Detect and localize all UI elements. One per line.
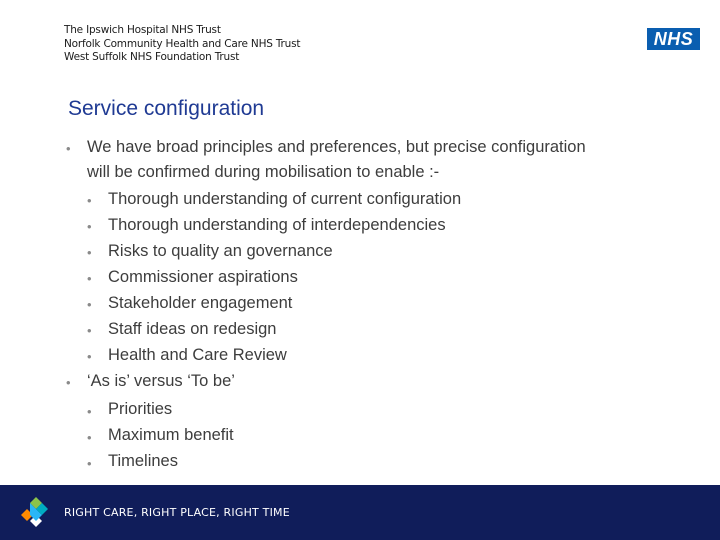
bullet-icon: • <box>66 141 71 156</box>
bullet-icon: • <box>87 297 92 312</box>
list-item: Staff ideas on redesign <box>108 320 277 338</box>
bullet-icon: • <box>87 323 92 338</box>
bullet-icon: • <box>66 375 71 390</box>
trust-name: The Ipswich Hospital NHS Trust <box>64 24 221 36</box>
bullet-icon: • <box>87 456 92 471</box>
bullet-text: will be confirmed during mobilisation to enable :- <box>87 163 440 181</box>
trust-names <box>64 24 300 65</box>
bullet-icon: • <box>87 219 92 234</box>
list-item: Risks to quality an governance <box>108 242 333 260</box>
bullet-icon: • <box>87 271 92 286</box>
list-item: Thorough understanding of interdependencies <box>108 216 446 234</box>
list-item: Health and Care Review <box>108 346 287 364</box>
trust-name: West Suffolk NHS Foundation Trust <box>64 51 240 63</box>
bullet-icon: • <box>87 404 92 419</box>
list-item: Maximum benefit <box>108 426 234 444</box>
list-item: Stakeholder engagement <box>108 294 293 312</box>
slide-title: Service configuration <box>68 97 265 120</box>
bullet-icon: • <box>87 349 92 364</box>
list-item: Priorities <box>108 400 173 418</box>
bullet-icon: • <box>87 430 92 445</box>
bullet-text: ‘As is’ versus ‘To be’ <box>87 372 235 390</box>
nhs-logo: NHS <box>647 28 700 50</box>
list-item: Timelines <box>108 452 178 470</box>
bullet-icon: • <box>87 193 92 208</box>
footer-tagline: RIGHT CARE, RIGHT PLACE, RIGHT TIME <box>64 506 290 519</box>
right-care-logo-icon <box>20 494 56 534</box>
bullet-text: We have broad principles and preferences, but precise configuration <box>87 138 586 156</box>
footer-bar <box>0 485 720 540</box>
bullet-icon: • <box>87 245 92 260</box>
trust-name: Norfolk Community Health and Care NHS Trust <box>64 37 301 50</box>
list-item: Thorough understanding of current configuration <box>108 190 462 208</box>
list-item: Commissioner aspirations <box>108 268 298 286</box>
